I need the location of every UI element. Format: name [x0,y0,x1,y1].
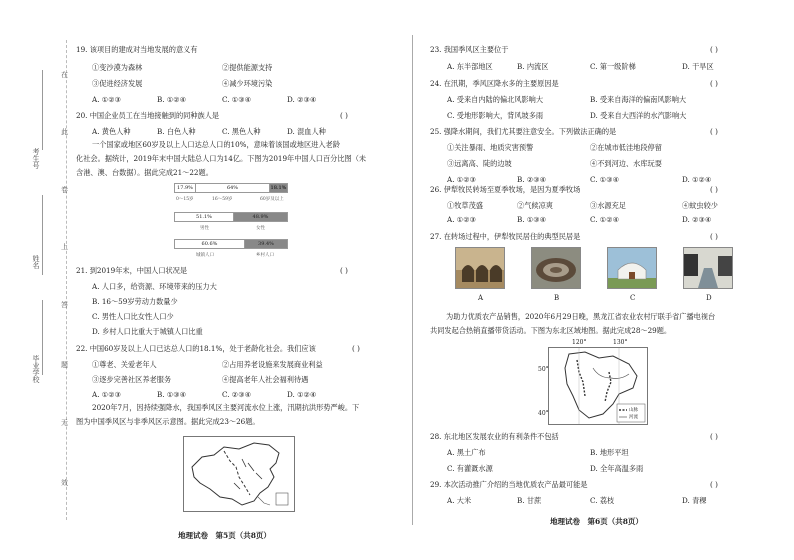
margin-field-line [42,300,43,375]
q25-item: ②在城市低洼地段停留 [590,143,662,152]
china-outline-map-graphic [184,437,294,511]
q23-option-d: D. 干旱区 [682,62,714,71]
answer-paren: ( ) [710,432,718,441]
china-monsoon-region-map [183,436,295,512]
q26-option-d: D. ②③④ [682,215,712,224]
q26-option-a: A. ①②③ [447,215,477,224]
question-21: 21. 到2019年末，中国人口状况是 [76,266,188,275]
q26-item: ②气候凉爽 [517,201,553,210]
question-28: 28. 东北地区发展农业的有利条件不包括 [430,432,559,441]
q26-item: ③水源充足 [590,201,626,210]
q28-option-a: A. 黑土广布 [447,448,486,457]
dwelling-photo-b-tulou [531,247,581,289]
q22-item: ②占用养老设施来发展商业利益 [222,360,323,369]
margin-field-line [42,195,43,275]
q20-option-c: C. 黑色人种 [222,127,261,136]
answer-paren: ( ) [340,266,348,275]
q21-option-a: A. 人口多，给资源、环境带来的压力大 [92,282,217,291]
answer-paren: ( ) [352,344,360,353]
margin-field-name: 姓名 [32,255,40,269]
q28-option-c: C. 有灌溉水源 [447,464,493,473]
answer-paren: ( ) [710,232,718,241]
photo-label-d: D [706,294,712,302]
q29-option-d: D. 青稞 [682,496,707,505]
q28-option-b: B. 地形平坦 [590,448,629,457]
q22-option-a: A. ①②③ [92,390,122,399]
q26-option-c: C. ①②④ [590,215,620,224]
bar-segment-age-60-plus: 18.1% [270,185,287,191]
margin-char: 效 [61,479,68,487]
bar-label: 男性 [200,226,209,231]
paragraph-line: 化社会。据统计，2019年末中国大陆总人口为14亿。下图为2019年中国人口百分比图（未 [76,154,367,163]
q19-option-d: D. ②③④ [287,95,317,104]
q22-option-c: C. ②③④ [222,390,252,399]
margin-field-candidate-number: 考生号 [32,148,40,169]
question-29: 29. 本次活动推广介绍的当地优质农产品最可能是 [430,480,588,489]
q25-option-c: C. ①③④ [590,175,620,184]
reading-paragraph-population [76,138,406,180]
q25-item: ①关注暴雨、地质灾害预警 [447,143,534,152]
q20-option-b: B. 白色人种 [157,127,196,136]
q22-option-d: D. ①②④ [287,390,317,399]
answer-paren: ( ) [710,79,718,88]
margin-char: 在 [61,71,68,79]
bar-segment-age-16-59: 64% [196,184,270,192]
q19-item: ②提供能源支持 [222,63,273,72]
q25-item: ③远离高、陡的边坡 [447,159,512,168]
q24-option-b: B. 受来自海洋的偏南风影响大 [590,95,687,104]
map-lat-label: 40° [538,410,549,417]
q26-item: ①牧草茂盛 [447,201,483,210]
q23-option-a: A. 东半部地区 [447,62,493,71]
bar-segment-age-0-15: 17.9% [175,184,196,192]
map-legend-river: 河流 [629,415,638,420]
page-footer-left: 地理试卷 第5页（共8页） [178,531,271,540]
q26-item: ④蚊虫较少 [682,201,718,210]
q29-option-a: A. 大米 [447,496,472,505]
q29-option-b: B. 甘蔗 [517,496,542,505]
q21-option-c: C. 男性人口比女性人口少 [92,312,174,321]
q19-item: ③促进经济发展 [92,79,143,88]
bar-label: 16～59岁 [212,197,233,202]
question-27: 27. 在转场过程中，伊犁牧民居住的典型民居是 [430,232,581,241]
question-25: 25. 强降水期间，我们尤其要注意安全。下列做法正确的是 [430,127,617,136]
reading-paragraph-monsoon [76,401,406,429]
bar-label: 城镇人口 [196,253,214,258]
paragraph-line: 为助力优质农产品销售，2020年6月29日晚，黑龙江省农业农村厅联手省广播电视台 [446,312,716,321]
bar-segment-urban: 60.6% [175,240,245,248]
map-legend-mountain: 山脉 [629,408,638,413]
q24-option-a: A. 受来自内陆的偏北风影响大 [447,95,544,104]
age-structure-bar [174,183,288,193]
answer-paren: ( ) [710,185,718,194]
answer-paren: ( ) [710,45,718,54]
q22-item: ③逐步完善社区养老服务 [92,375,172,384]
answer-paren: ( ) [340,111,348,120]
paragraph-line: 图为中国季风区与非季风区示意图。据此完成23～26题。 [76,417,260,426]
urban-rural-bar [174,239,288,249]
margin-char: 此 [61,128,68,136]
dwelling-photo-a-cave [455,247,505,289]
q23-option-b: B. 内流区 [517,62,549,71]
bar-label: 0～15岁 [176,197,194,202]
q25-option-d: D. ①②④ [682,175,712,184]
paragraph-line: 含港、澳、台数据）。据此完成21～22题。 [76,168,213,177]
map-lat-label: 50° [538,366,549,373]
q22-item: ①尊老、关爱老年人 [92,360,157,369]
northeast-china-map [548,347,648,425]
margin-field-school: 毕业学校 [32,355,40,383]
margin-char: 无 [61,419,68,427]
q20-option-d: D. 混血人种 [287,127,326,136]
q19-option-c: C. ①③④ [222,95,252,104]
q23-option-c: C. 第一级阶梯 [590,62,636,71]
q26-option-b: B. ①③④ [517,215,547,224]
page-divider [412,35,413,525]
answer-paren: ( ) [710,480,718,489]
bar-label: 乡村人口 [256,253,274,258]
map-lon-label: 120° [572,339,587,346]
margin-field-line [42,70,43,150]
q19-option-b: B. ①②④ [157,95,187,104]
q19-option-a: A. ①②③ [92,95,122,104]
question-22: 22. 中国60岁及以上人口已达总人口的18.1%，处于老龄化社会。我们应该 [76,344,316,353]
photo-label-a: A [478,294,484,302]
dwelling-photo-c-yurt [607,247,657,289]
bar-segment-female: 48.9% [234,213,287,221]
margin-char: 题 [61,361,68,369]
question-20: 20. 中国企业员工在当地接触到的同种族人是 [76,111,220,120]
q25-option-a: A. ①②③ [447,175,477,184]
bar-label: 60岁及以上 [260,197,284,202]
photo-label-b: B [554,294,560,302]
q25-item: ④不到河边、水库玩耍 [590,159,662,168]
q19-item: ①变沙漠为森林 [92,63,143,72]
map-lon-label: 130° [613,339,628,346]
bar-label: 女性 [256,226,265,231]
dashed-binding-line [66,40,67,520]
photo-label-c: C [630,294,636,302]
q21-option-d: D. 乡村人口比重大于城镇人口比重 [92,327,203,336]
q24-option-d: D. 受来自大西洋的水汽影响大 [590,111,687,120]
paragraph-line: 共同发起合热销直播带货活动。下图为东北区域地图。据此完成28～29题。 [430,326,672,335]
reading-paragraph-northeast [430,310,760,338]
q28-option-d: D. 全年高温多雨 [590,464,644,473]
margin-char: 上 [61,243,68,251]
gender-bar [174,212,288,222]
q22-item: ④提高老年人社会福利待遇 [222,375,309,384]
question-24: 24. 在汛期，季风区降水多的主要原因是 [430,79,559,88]
bar-segment-male: 51.1% [175,213,234,221]
bar-segment-rural: 39.4% [245,240,287,248]
paragraph-line: 2020年7月，因持续强降水，我国季风区主要河流水位上涨，汛期抗洪形势严峻。下 [92,403,360,412]
margin-char: 答 [61,301,68,309]
q25-option-b: B. ②③④ [517,175,547,184]
question-26: 26. 伊犁牧民转场至夏季牧场，是因为夏季牧场 [430,185,581,194]
q24-option-c: C. 受地形影响大，背风坡多雨 [447,111,544,120]
q29-option-c: C. 荔枝 [590,496,615,505]
question-23: 23. 我国季风区主要位于 [430,45,509,54]
q19-item: ④减少环境污染 [222,79,273,88]
q20-option-a: A. 黄色人种 [92,127,131,136]
page-footer-right: 地理试卷 第6页（共8页） [550,517,643,526]
dwelling-photo-d-riverside [683,247,733,289]
q21-option-b: B. 16～59岁劳动力数量少 [92,297,178,306]
question-19: 19. 该项目的建成对当地发展的意义有 [76,45,198,54]
answer-paren: ( ) [710,127,718,136]
paragraph-line: 一个国家或地区60岁及以上人口达总人口的10%，意味着该国或地区进入老龄 [92,140,340,149]
q22-option-b: B. ①③④ [157,390,187,399]
margin-char: 卷 [61,186,68,194]
